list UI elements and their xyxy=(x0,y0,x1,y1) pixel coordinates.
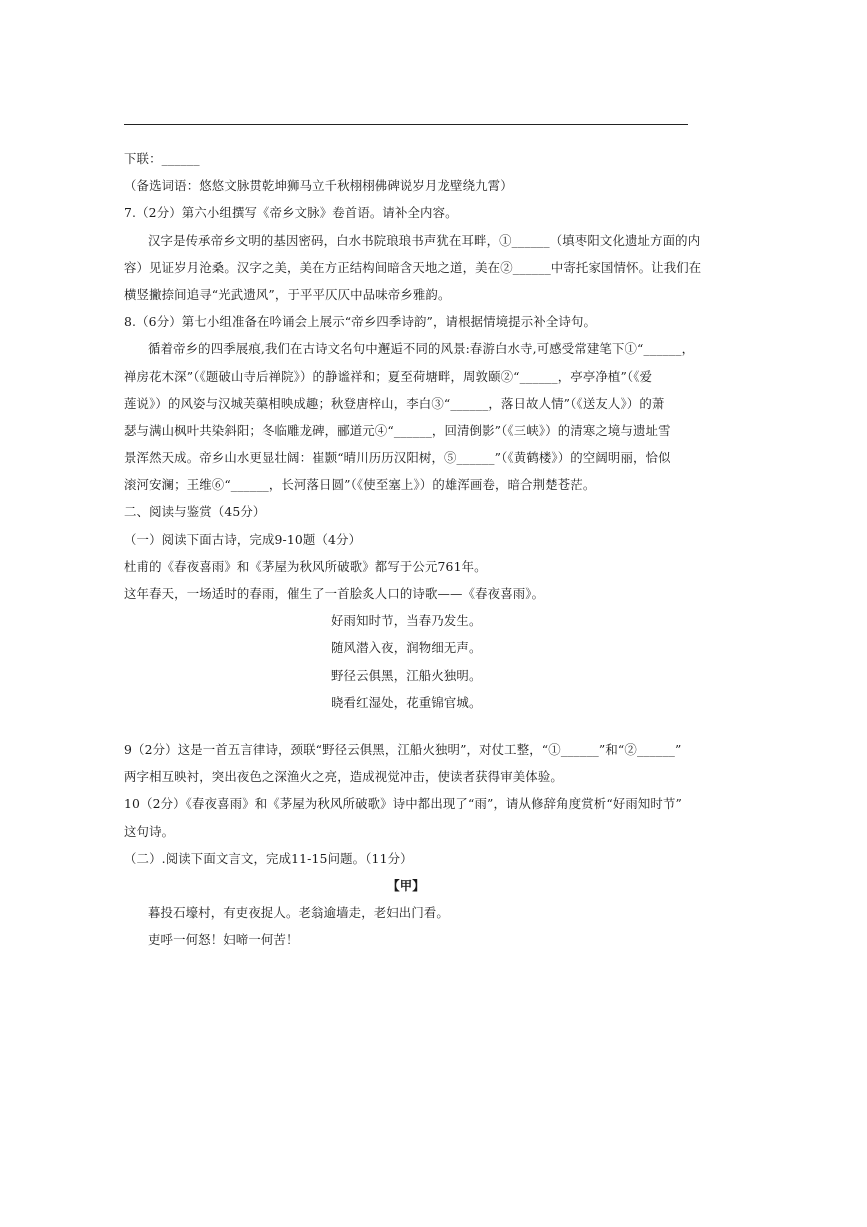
poem-intro-line: 杜甫的《春夜喜雨》和《茅屋为秋风所破歌》都写于公元761年。 xyxy=(124,558,487,574)
subsection-heading: （二）.阅读下面文言文，完成11-15问题。（11分） xyxy=(124,850,413,866)
header-rule xyxy=(124,124,688,125)
question-7-text-line: 汉字是传承帝乡文明的基因密码，白水书院琅琅书声犹在耳畔，①______（填枣阳文化遗址方面的内 xyxy=(148,232,701,248)
question-8-text-line: 循着帝乡的四季展痕,我们在古诗文名句中邂逅不同的风景:春游白水寺,可感受常建笔下①“______， xyxy=(148,341,695,357)
passage-line: 暮投石壕村，有吏夜捉人。老翁逾墙走，老妇出门看。 xyxy=(148,905,449,921)
poem-line: 晓看红湿处，花重锦官城。 xyxy=(331,694,482,710)
question-8: 8.（6分）第七小组准备在吟诵会上展示“帝乡四季诗韵”，请根据情境提示补全诗句。 xyxy=(124,314,597,330)
couplet-answer-line: 下联：______ xyxy=(124,151,200,166)
spacer xyxy=(124,720,688,740)
question-8-text-line: 莲说》）的风姿与汉城芙蕖相映成趣；秋登唐梓山，李白③“______，落日故人情”（《送友人》）的萧 xyxy=(124,395,665,411)
question-8-text-line: 滚河安澜；王维⑥“______，长河落日圆”（《使至塞上》）的雄浑画卷，暗合荆楚苍茫。 xyxy=(124,477,596,493)
word-bank: （备选词语：悠悠文脉贯乾坤狮马立千秋栩栩佛碑说岁月龙壁绕九霄） xyxy=(124,178,513,194)
question-10-text-line: 这句诗。 xyxy=(124,823,175,839)
question-9-text-line: 两字相互映衬，突出夜色之深渔火之亮，造成视觉冲击，使读者获得审美体验。 xyxy=(124,769,563,785)
section-heading: 二、阅读与鉴赏（45分） xyxy=(124,504,266,520)
question-9: 9（2分）这是一首五言律诗，颈联“野径云俱黑，江船火独明”，对仗工整，“①______”和“②______” xyxy=(124,741,682,757)
question-8-text-line: 瑟与满山枫叶共染斜阳；冬临雕龙碑，郦道元④“______，回清倒影”（《三峡》）的清寒之境与遗址雪 xyxy=(124,422,671,438)
question-8-text-line: 禅房花木深”（《题破山寺后禅院》）的静谧祥和；夏至荷塘畔，周敦颐②“______，亭亭净植”（《爱 xyxy=(124,368,653,384)
question-7-text-line: 容）见证岁月沧桑。汉字之美，美在方正结构间暗含天地之道，美在②______中寄托家国情怀。让我们在 xyxy=(124,259,702,275)
subsection-heading: （一）阅读下面古诗，完成9-10题（4分） xyxy=(124,531,362,547)
poem-line: 随风潜入夜，润物细无声。 xyxy=(331,640,482,656)
question-8-text-line: 景浑然天成。帝乡山水更显壮阔：崔颢“晴川历历汉阳树，⑤______”（《黄鹤楼》）的空阔明丽，恰似 xyxy=(124,450,671,466)
question-7: 7.（2分）第六小组撰写《帝乡文脉》卷首语。请补全内容。 xyxy=(124,205,458,221)
document-body xyxy=(124,149,702,957)
passage-line: 吏呼一何怒！妇啼一何苦！ xyxy=(148,932,299,948)
passage-label: 【甲】 xyxy=(387,877,425,893)
poem-intro-line: 这年春天，一场适时的春雨，催生了一首脍炙人口的诗歌——《春夜喜雨》。 xyxy=(124,586,545,601)
poem-line: 好雨知时节，当春乃发生。 xyxy=(331,613,482,629)
question-7-text-line: 横竖撇捺间追寻“光武遗风”，于平平仄仄中品味帝乡雅韵。 xyxy=(124,286,451,302)
question-10: 10（2分）《春夜喜雨》和《茅屋为秋风所破歌》诗中都出现了“雨”，请从修辞角度赏析“好雨知时节” xyxy=(124,796,683,812)
poem-line: 野径云俱黑，江船火独明。 xyxy=(331,667,482,683)
